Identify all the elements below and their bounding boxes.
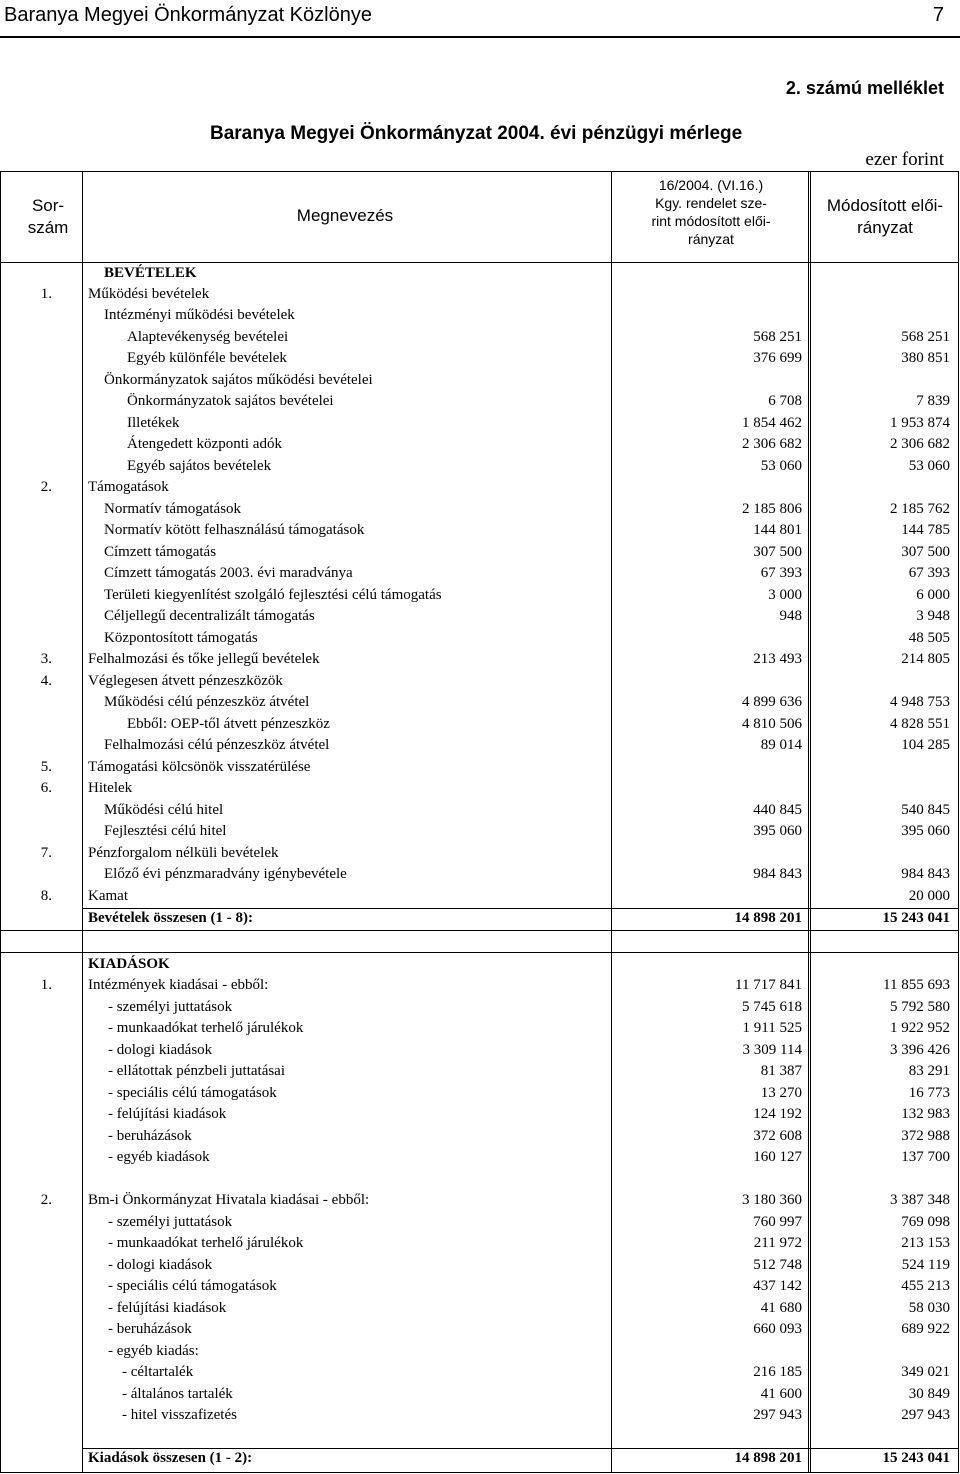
modified-value: 3 387 348 [890,1192,950,1208]
row-label: Intézmények kiadásai - ebből: [88,977,269,993]
table-row [0,391,960,412]
row-label: Normatív támogatások [104,501,242,517]
row-label: Illetékek [127,415,180,431]
original-value: 660 093 [753,1321,802,1337]
row-label: Pénzforgalom nélküli bevételek [88,845,279,861]
original-value: 5 745 618 [742,999,802,1015]
modified-value: 349 021 [901,1364,950,1380]
original-value: 512 748 [753,1257,802,1273]
total-row-top-border [82,1448,958,1449]
document-title: Baranya Megyei Önkormányzat 2004. évi pénzügyi mérlege [210,123,743,144]
row-label: Alaptevékenység bevételei [127,329,289,345]
modified-value: 4 828 551 [890,716,950,732]
row-number: 1. [40,286,52,302]
row-label: - ellátottak pénzbeli juttatásai [108,1063,286,1079]
row-label: Támogatási kölcsönök visszatérülése [88,759,311,775]
row-label: Címzett támogatás [104,544,217,560]
row-number: 8. [40,888,52,904]
original-value: 760 997 [753,1214,802,1230]
row-label: Kiadások összesen (1 - 2): [88,1450,253,1466]
row-label: - dologi kiadások [108,1257,213,1273]
row-label: - beruházások [108,1128,192,1144]
original-value: 160 127 [753,1149,802,1165]
column-header-name: Megnevezés [296,206,394,225]
modified-value: 132 983 [901,1106,950,1122]
modified-value: 689 922 [901,1321,950,1337]
row-label: Fejlesztési célú hitel [104,823,227,839]
modified-value: 1 922 952 [890,1020,950,1036]
original-value: 984 843 [753,866,802,882]
unit-label: ezer forint [865,149,944,170]
row-label: - felújítási kiadások [108,1106,227,1122]
row-label: KIADÁSOK [88,956,170,972]
row-label: Működési célú hitel [104,802,224,818]
original-value: 89 014 [760,737,802,753]
row-label: Támogatások [88,479,169,495]
row-label: - egyéb kiadások [108,1149,210,1165]
spacer-row-bottom [0,952,958,953]
row-number: 7. [40,845,52,861]
modified-value: 3 948 [916,608,950,624]
row-label: Bevételek összesen (1 - 8): [88,910,253,926]
modified-value: 213 153 [901,1235,950,1251]
row-number: 3. [40,651,52,667]
modified-value: 3 396 426 [890,1042,950,1058]
original-value: 53 060 [760,458,802,474]
modified-value: 30 849 [908,1386,950,1402]
row-label: - céltartalék [122,1364,194,1380]
row-number: 1. [40,977,52,993]
row-label: Önkormányzatok sajátos működési bevételei [104,372,373,388]
table-row [0,1319,960,1340]
table-row [0,585,960,606]
modified-value: 7 839 [916,393,950,409]
table-row [0,563,960,584]
table-row [0,284,960,305]
modified-value: 380 851 [901,350,950,366]
table-row [0,1384,960,1405]
original-value: 213 493 [753,651,802,667]
modified-value: 83 291 [908,1063,950,1079]
table-row [0,1104,960,1125]
table-row [0,348,960,369]
modified-value: 4 948 753 [890,694,950,710]
modified-value: 20 000 [908,888,950,904]
modified-value: 372 988 [901,1128,950,1144]
row-number: 4. [40,673,52,689]
modified-value: 455 213 [901,1278,950,1294]
modified-value: 6 000 [916,587,950,603]
row-label: - hitel visszafizetés [122,1407,237,1423]
row-label: - beruházások [108,1321,192,1337]
original-value: 568 251 [753,329,802,345]
table-row [0,692,960,713]
modified-value: 769 098 [901,1214,950,1230]
original-value: 216 185 [753,1364,802,1380]
table-row [0,1298,960,1319]
row-label: Előző évi pénzmaradvány igénybevétele [104,866,347,882]
table-row [0,413,960,434]
page-number: 7 [932,4,944,26]
row-label: Területi kiegyenlítést szolgáló fejlesztési célú támogatás [104,587,442,603]
original-value: 437 142 [753,1278,802,1294]
column-header-original: 16/2004. (VI.16.) Kgy. rendelet sze- rint módosított elői- rányzat [651,177,771,247]
table-row [0,1276,960,1297]
row-label: Intézményi működési bevételek [104,307,295,323]
publication-title: Baranya Megyei Önkormányzat Közlönye [4,4,372,26]
table-row [0,997,960,1018]
table-row [0,671,960,692]
table-row [0,908,960,929]
original-value: 2 306 682 [742,436,802,452]
table-row [0,1018,960,1039]
modified-value: 58 030 [908,1300,950,1316]
table-row [0,1233,960,1254]
table-row [0,714,960,735]
original-value: 13 270 [760,1085,802,1101]
table-row [0,886,960,907]
original-value: 124 192 [753,1106,802,1122]
original-value: 395 060 [753,823,802,839]
original-value: 211 972 [753,1235,802,1251]
modified-value: 540 845 [901,802,950,818]
table-row [0,1190,960,1211]
table-row [0,1126,960,1147]
table-row [0,1061,960,1082]
row-label: Hitelek [88,780,133,796]
row-label: Kamat [88,888,128,904]
row-label: Működési célú pénzeszköz átvétel [104,694,310,710]
modified-value: 568 251 [901,329,950,345]
modified-value: 2 306 682 [890,436,950,452]
modified-value: 67 393 [908,565,950,581]
table-row [0,1040,960,1061]
row-label: Ebből: OEP-től átvett pénzeszköz [127,716,330,732]
row-label: Egyéb sajátos bevételek [127,458,272,474]
modified-value: 2 185 762 [890,501,950,517]
table-row [0,520,960,541]
row-label: Működési bevételek [88,286,210,302]
original-value: 4 899 636 [742,694,802,710]
row-label: Átengedett központi adók [127,436,282,452]
row-label: - felújítási kiadások [108,1300,227,1316]
modified-value: 48 505 [908,630,950,646]
modified-value: 984 843 [901,866,950,882]
row-number: 6. [40,780,52,796]
row-label: Központosított támogatás [104,630,258,646]
page-header [0,0,960,38]
row-number: 2. [40,479,52,495]
row-label: Céljellegű decentralizált támogatás [104,608,315,624]
annex-label: 2. számú melléklet [785,78,944,98]
table-row [0,477,960,498]
modified-value: 214 805 [901,651,950,667]
table-row [0,456,960,477]
row-label: BEVÉTELEK [104,265,197,281]
table-row [0,370,960,391]
table-row [0,327,960,348]
table-row [0,1448,960,1469]
original-value: 67 393 [760,565,802,581]
modified-value: 1 953 874 [890,415,950,431]
row-label: - személyi juttatások [108,1214,233,1230]
modified-value: 144 785 [901,522,950,538]
original-value: 14 898 201 [734,910,802,926]
table-row [0,542,960,563]
original-value: 440 845 [753,802,802,818]
row-label: - dologi kiadások [108,1042,213,1058]
row-label: Felhalmozási és tőke jellegű bevételek [88,651,320,667]
row-label: - munkaadókat terhelő járulékok [108,1235,304,1251]
row-label: - személyi juttatások [108,999,233,1015]
original-value: 4 810 506 [742,716,802,732]
row-label: Normatív kötött felhasználású támogatások [104,522,365,538]
table-row [0,1212,960,1233]
table-row [0,735,960,756]
modified-value: 297 943 [901,1407,950,1423]
row-label: Felhalmozási célú pénzeszköz átvétel [104,737,330,753]
table-row [0,499,960,520]
row-label: - speciális célú támogatások [108,1278,277,1294]
original-value: 41 600 [760,1386,802,1402]
modified-value: 307 500 [901,544,950,560]
row-number: 5. [40,759,52,775]
original-value: 948 [779,608,802,624]
table-row [0,821,960,842]
original-value: 144 801 [753,522,802,538]
table-row [0,1147,960,1168]
table-row [0,1083,960,1104]
table-row [0,800,960,821]
table-row [0,628,960,649]
table-row [0,778,960,799]
table-row [0,263,960,284]
row-label: - általános tartalék [122,1386,233,1402]
table-row [0,1341,960,1362]
table-row [0,434,960,455]
table-row [0,606,960,627]
original-value: 372 608 [753,1128,802,1144]
original-value: 1 911 525 [742,1020,802,1036]
table-row [0,975,960,996]
modified-value: 16 773 [908,1085,950,1101]
table-row [0,864,960,885]
table-row [0,1255,960,1276]
original-value: 3 180 360 [742,1192,802,1208]
table-top-border [0,171,958,172]
original-value: 6 708 [768,393,802,409]
total-row-top-border [82,908,958,909]
original-value: 14 898 201 [734,1450,802,1466]
modified-value: 53 060 [908,458,950,474]
table-row [0,757,960,778]
row-label: - speciális célú támogatások [108,1085,277,1101]
table-row [0,1405,960,1426]
table-row [0,843,960,864]
row-label: - munkaadókat terhelő járulékok [108,1020,304,1036]
original-value: 3 309 114 [742,1042,802,1058]
modified-value: 104 285 [901,737,950,753]
spacer-row-top [0,930,958,931]
row-label: Egyéb különféle bevételek [127,350,287,366]
modified-value: 395 060 [901,823,950,839]
table-row [0,649,960,670]
modified-value: 5 792 580 [890,999,950,1015]
original-value: 11 717 841 [735,977,802,993]
row-number: 2. [40,1192,52,1208]
modified-value: 11 855 693 [883,977,950,993]
modified-value: 15 243 041 [882,1450,950,1466]
row-label: Önkormányzatok sajátos bevételei [127,393,334,409]
table-row [0,954,960,975]
original-value: 376 699 [753,350,802,366]
original-value: 3 000 [768,587,802,603]
row-label: Véglegesen átvett pénzeszközök [88,673,283,689]
modified-value: 137 700 [901,1149,950,1165]
original-value: 41 680 [760,1300,802,1316]
column-header-serial: Sor- szám [27,196,69,237]
row-label: - egyéb kiadás: [108,1343,199,1359]
row-label: Címzett támogatás 2003. évi maradványa [104,565,353,581]
row-label: Bm-i Önkormányzat Hivatala kiadásai - ebből: [88,1192,370,1208]
table-bottom-border [0,1472,958,1473]
modified-value: 524 119 [901,1257,950,1273]
modified-value: 15 243 041 [882,910,950,926]
original-value: 307 500 [753,544,802,560]
original-value: 1 854 462 [742,415,802,431]
column-header-modified: Módosított elői- rányzat [826,196,944,237]
original-value: 81 387 [760,1063,802,1079]
original-value: 297 943 [753,1407,802,1423]
table-row [0,305,960,326]
original-value: 2 185 806 [742,501,802,517]
table-row [0,1362,960,1383]
